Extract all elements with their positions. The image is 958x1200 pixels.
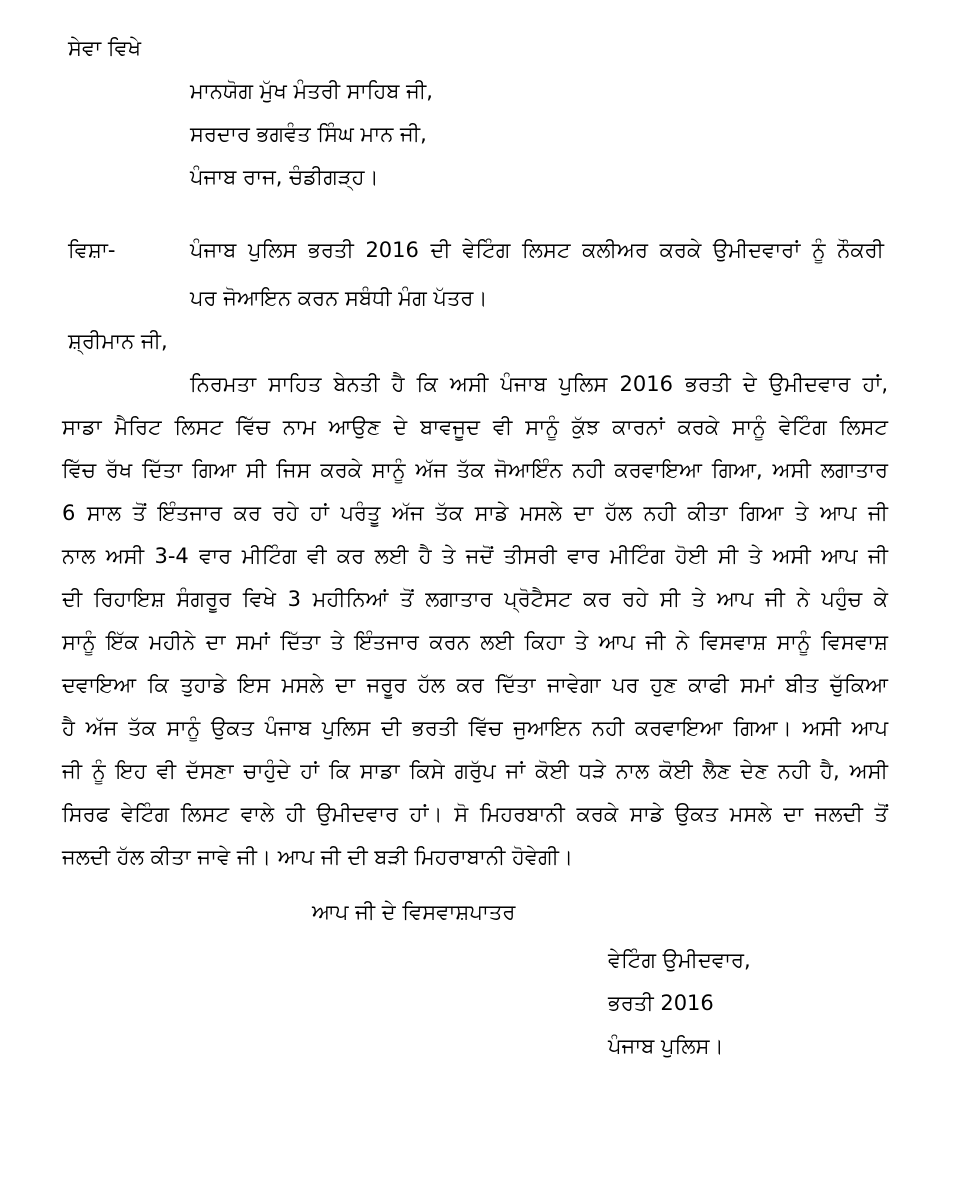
body-line: ਨਾਲ ਅਸੀ 3-4 ਵਾਰ ਮੀਟਿੰਗ ਵੀ ਕਰ ਲਈ ਹੈ ਤੇ ਜਦੋਂ ਤੀਸਰੀ ਵਾਰ ਮੀਟਿੰਗ ਹੋਈ ਸੀ ਤੇ ਅਸੀ ਆਪ ਜੀ	[62, 544, 888, 568]
body-line: ਸਾਡਾ ਮੈਰਿਟ ਲਿਸਟ ਵਿੱਚ ਨਾਮ ਆਉਣ ਦੇ ਬਾਵਜੂਦ ਵੀ ਸਾਨੂੰ ਕੁੱਝ ਕਾਰਨਾਂ ਕਰਕੇ ਸਾਨੂੰ ਵੇਟਿੰਗ ਲਿਸਟ	[62, 415, 888, 439]
closing: ਆਪ ਜੀ ਦੇ ਵਿਸਵਾਸ਼ਪਾਤਰ	[312, 900, 516, 924]
body-line: ਦਵਾਇਆ ਕਿ ਤੁਹਾਡੇ ਇਸ ਮਸਲੇ ਦਾ ਜਰੂਰ ਹੱਲ ਕਰ ਦਿੱਤਾ ਜਾਵੇਗਾ ਪਰ ਹੁਣ ਕਾਫੀ ਸਮਾਂ ਬੀਤ ਚੁੱਕਿਆ	[62, 673, 888, 697]
body-line: ਸਿਰਫ ਵੇਟਿੰਗ ਲਿਸਟ ਵਾਲੇ ਹੀ ਉਮੀਦਵਾਰ ਹਾਂ। ਸੋ ਮਿਹਰਬਾਨੀ ਕਰਕੇ ਸਾਡੇ ਉਕਤ ਮਸਲੇ ਦਾ ਜਲਦੀ ਤੋਂ	[62, 802, 888, 826]
signature-line: ਭਰਤੀ 2016	[608, 991, 714, 1015]
subject-line: ਪਰ ਜੋਆਇਨ ਕਰਨ ਸਬੰਧੀ ਮੰਗ ਪੱਤਰ।	[190, 286, 488, 310]
subject-label: ਵਿਸ਼ਾ-	[68, 238, 116, 262]
addressee-line: ਮਾਨਯੋਗ ਮੁੱਖ ਮੰਤਰੀ ਸਾਹਿਬ ਜੀ,	[190, 79, 433, 103]
subject-line: ਪੰਜਾਬ ਪੁਲਿਸ ਭਰਤੀ 2016 ਦੀ ਵੇਟਿੰਗ ਲਿਸਟ ਕਲੀਅਰ ਕਰਕੇ ਉਮੀਦਵਾਰਾਂ ਨੂੰ ਨੌਕਰੀ	[190, 238, 884, 262]
addressee-line: ਸਰਦਾਰ ਭਗਵੰਤ ਸਿੰਘ ਮਾਨ ਜੀ,	[190, 122, 427, 146]
body-line: ਵਿੱਚ ਰੱਖ ਦਿੱਤਾ ਗਿਆ ਸੀ ਜਿਸ ਕਰਕੇ ਸਾਨੂੰ ਅੱਜ ਤੱਕ ਜੋਆਇੰਨ ਨਹੀ ਕਰਵਾਇਆ ਗਿਆ, ਅਸੀ ਲਗਾਤਾਰ	[62, 458, 888, 482]
body-line: ਜੀ ਨੂੰ ਇਹ ਵੀ ਦੱਸਣਾ ਚਾਹੁੰਦੇ ਹਾਂ ਕਿ ਸਾਡਾ ਕਿਸੇ ਗਰੁੱਪ ਜਾਂ ਕੋਈ ਧੜੇ ਨਾਲ ਕੋਈ ਲੈਣ ਦੇਣ ਨਹੀ ਹੈ, ਅਸੀ	[62, 759, 888, 783]
body-line: ਸਾਨੂੰ ਇੱਕ ਮਹੀਨੇ ਦਾ ਸਮਾਂ ਦਿੱਤਾ ਤੇ ਇੰਤਜਾਰ ਕਰਨ ਲਈ ਕਿਹਾ ਤੇ ਆਪ ਜੀ ਨੇ ਵਿਸਵਾਸ਼ ਸਾਨੂੰ ਵਿਸਵਾਸ਼	[62, 630, 888, 654]
addressee-line: ਪੰਜਾਬ ਰਾਜ, ਚੰਡੀਗੜ੍ਹ।	[190, 165, 379, 189]
salutation-head: ਸੇਵਾ ਵਿਖੇ	[68, 36, 142, 60]
body-line: ਹੈ ਅੱਜ ਤੱਕ ਸਾਨੂੰ ਉਕਤ ਪੰਜਾਬ ਪੁਲਿਸ ਦੀ ਭਰਤੀ ਵਿੱਚ ਜੁਆਇਨ ਨਹੀ ਕਰਵਾਇਆ ਗਿਆ। ਅਸੀ ਆਪ	[62, 716, 888, 740]
body-line: 6 ਸਾਲ ਤੋਂ ਇੰਤਜਾਰ ਕਰ ਰਹੇ ਹਾਂ ਪਰੰਤੂ ਅੱਜ ਤੱਕ ਸਾਡੇ ਮਸਲੇ ਦਾ ਹੱਲ ਨਹੀ ਕੀਤਾ ਗਿਆ ਤੇ ਆਪ ਜੀ	[62, 501, 888, 525]
body-line: ਦੀ ਰਿਹਾਇਸ਼ ਸੰਗਰੂਰ ਵਿਖੇ 3 ਮਹੀਨਿਆਂ ਤੋਂ ਲਗਾਤਾਰ ਪ੍ਰੋਟੈਸਟ ਕਰ ਰਹੇ ਸੀ ਤੇ ਆਪ ਜੀ ਨੇ ਪਹੁੰਚ ਕੇ	[62, 587, 888, 611]
signature-line: ਵੇਟਿੰਗ ਉਮੀਦਵਾਰ,	[608, 948, 751, 972]
body-line: ਨਿਰਮਤਾ ਸਾਹਿਤ ਬੇਨਤੀ ਹੈ ਕਿ ਅਸੀ ਪੰਜਾਬ ਪੁਲਿਸ 2016 ਭਰਤੀ ਦੇ ਉਮੀਦਵਾਰ ਹਾਂ,	[190, 372, 888, 396]
body-line: ਜਲਦੀ ਹੱਲ ਕੀਤਾ ਜਾਵੇ ਜੀ। ਆਪ ਜੀ ਦੀ ਬੜੀ ਮਿਹਰਾਬਾਨੀ ਹੋਵੇਗੀ।	[62, 845, 574, 869]
greeting: ਸ਼੍ਰੀਮਾਨ ਜੀ,	[68, 329, 168, 353]
signature-line: ਪੰਜਾਬ ਪੁਲਿਸ।	[608, 1034, 724, 1058]
